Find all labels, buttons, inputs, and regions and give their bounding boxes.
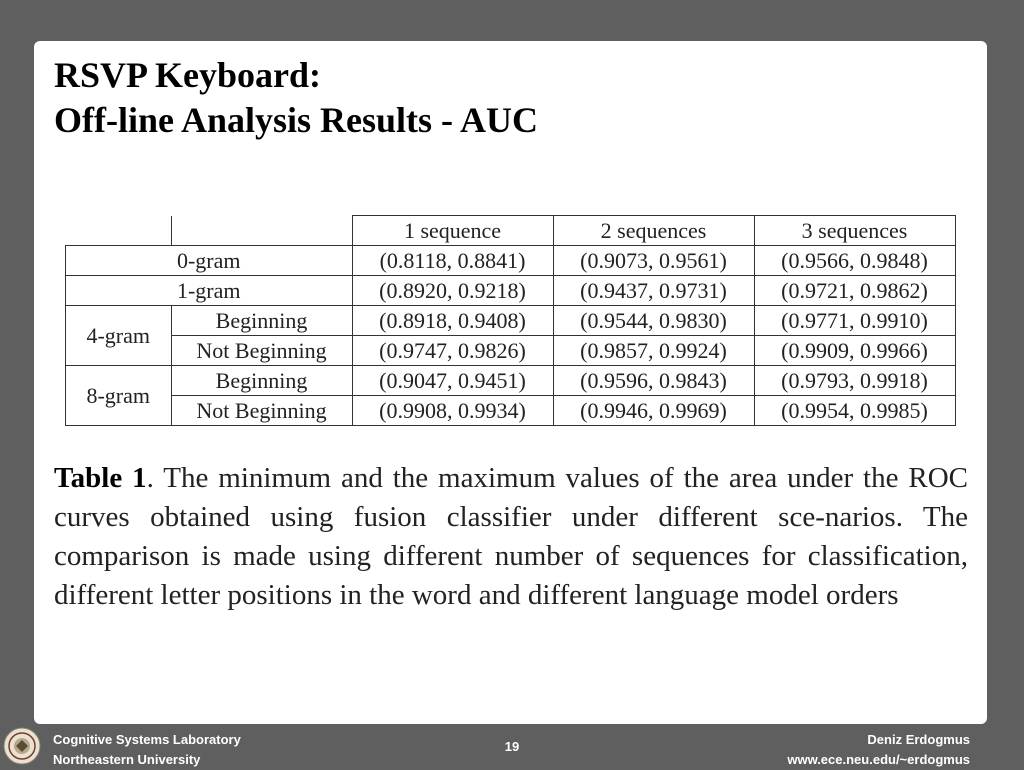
- table-cell: (0.9908, 0.9934): [352, 396, 553, 426]
- table-cell: (0.9544, 0.9830): [553, 306, 754, 336]
- table-cell: (0.9793, 0.9918): [754, 366, 955, 396]
- table-caption: [54, 459, 968, 615]
- table-cell: (0.9721, 0.9862): [754, 276, 955, 306]
- row-sub-label: Beginning: [171, 366, 352, 396]
- caption-text: . The minimum and the maximum values of the area under the ROC curves obtained using fusion classifier under different sce-narios. The comparison is made using different number of sequences for classification, different letter positions in the word and different language model orders: [54, 462, 968, 611]
- table-cell: (0.9771, 0.9910): [754, 306, 955, 336]
- row-sub-label: Not Beginning: [171, 336, 352, 366]
- table-row: [66, 246, 956, 276]
- row-sub-label: Beginning: [171, 306, 352, 336]
- row-sub-label: Not Beginning: [171, 396, 352, 426]
- table-row: [66, 306, 956, 336]
- title-line-2: Off-line Analysis Results - AUC: [54, 100, 539, 140]
- column-header: 2 sequences: [553, 216, 754, 246]
- website-link: www.ece.neu.edu/~erdogmus: [787, 752, 970, 767]
- table-row: [66, 366, 956, 396]
- table-cell: (0.8118, 0.8841): [352, 246, 553, 276]
- column-header: 1 sequence: [352, 216, 553, 246]
- auc-results-table: [65, 215, 956, 426]
- table-row: [66, 396, 956, 426]
- caption-label: Table 1: [54, 462, 147, 494]
- table-cell: (0.9909, 0.9966): [754, 336, 955, 366]
- table-cell: (0.9747, 0.9826): [352, 336, 553, 366]
- author-name: Deniz Erdogmus: [867, 732, 970, 747]
- table-cell: (0.9857, 0.9924): [553, 336, 754, 366]
- table-row: [66, 276, 956, 306]
- table-cell: (0.9073, 0.9561): [553, 246, 754, 276]
- table-header-row: [66, 216, 956, 246]
- header-blank-cell: [171, 216, 352, 246]
- footer-right: [787, 730, 970, 770]
- title-line-1: RSVP Keyboard:: [54, 55, 322, 95]
- table-cell: (0.9047, 0.9451): [352, 366, 553, 396]
- footer-bar: [0, 724, 1024, 768]
- table-cell: (0.9437, 0.9731): [553, 276, 754, 306]
- slide: [34, 41, 987, 724]
- table-cell: (0.8918, 0.9408): [352, 306, 553, 336]
- row-group-label: 8-gram: [66, 366, 172, 426]
- table-cell: (0.9566, 0.9848): [754, 246, 955, 276]
- column-header: 3 sequences: [754, 216, 955, 246]
- table-cell: (0.9946, 0.9969): [553, 396, 754, 426]
- table-cell: (0.9954, 0.9985): [754, 396, 955, 426]
- table-cell: (0.9596, 0.9843): [553, 366, 754, 396]
- row-group-label: 4-gram: [66, 306, 172, 366]
- slide-title: [54, 53, 538, 143]
- lab-name: Cognitive Systems Laboratory: [53, 732, 241, 747]
- table-row: [66, 336, 956, 366]
- header-blank-cell: [66, 216, 172, 246]
- university-name: Northeastern University: [53, 752, 201, 767]
- page-number: 19: [504, 739, 520, 754]
- row-label: 1-gram: [66, 276, 353, 306]
- table-cell: (0.8920, 0.9218): [352, 276, 553, 306]
- row-label: 0-gram: [66, 246, 353, 276]
